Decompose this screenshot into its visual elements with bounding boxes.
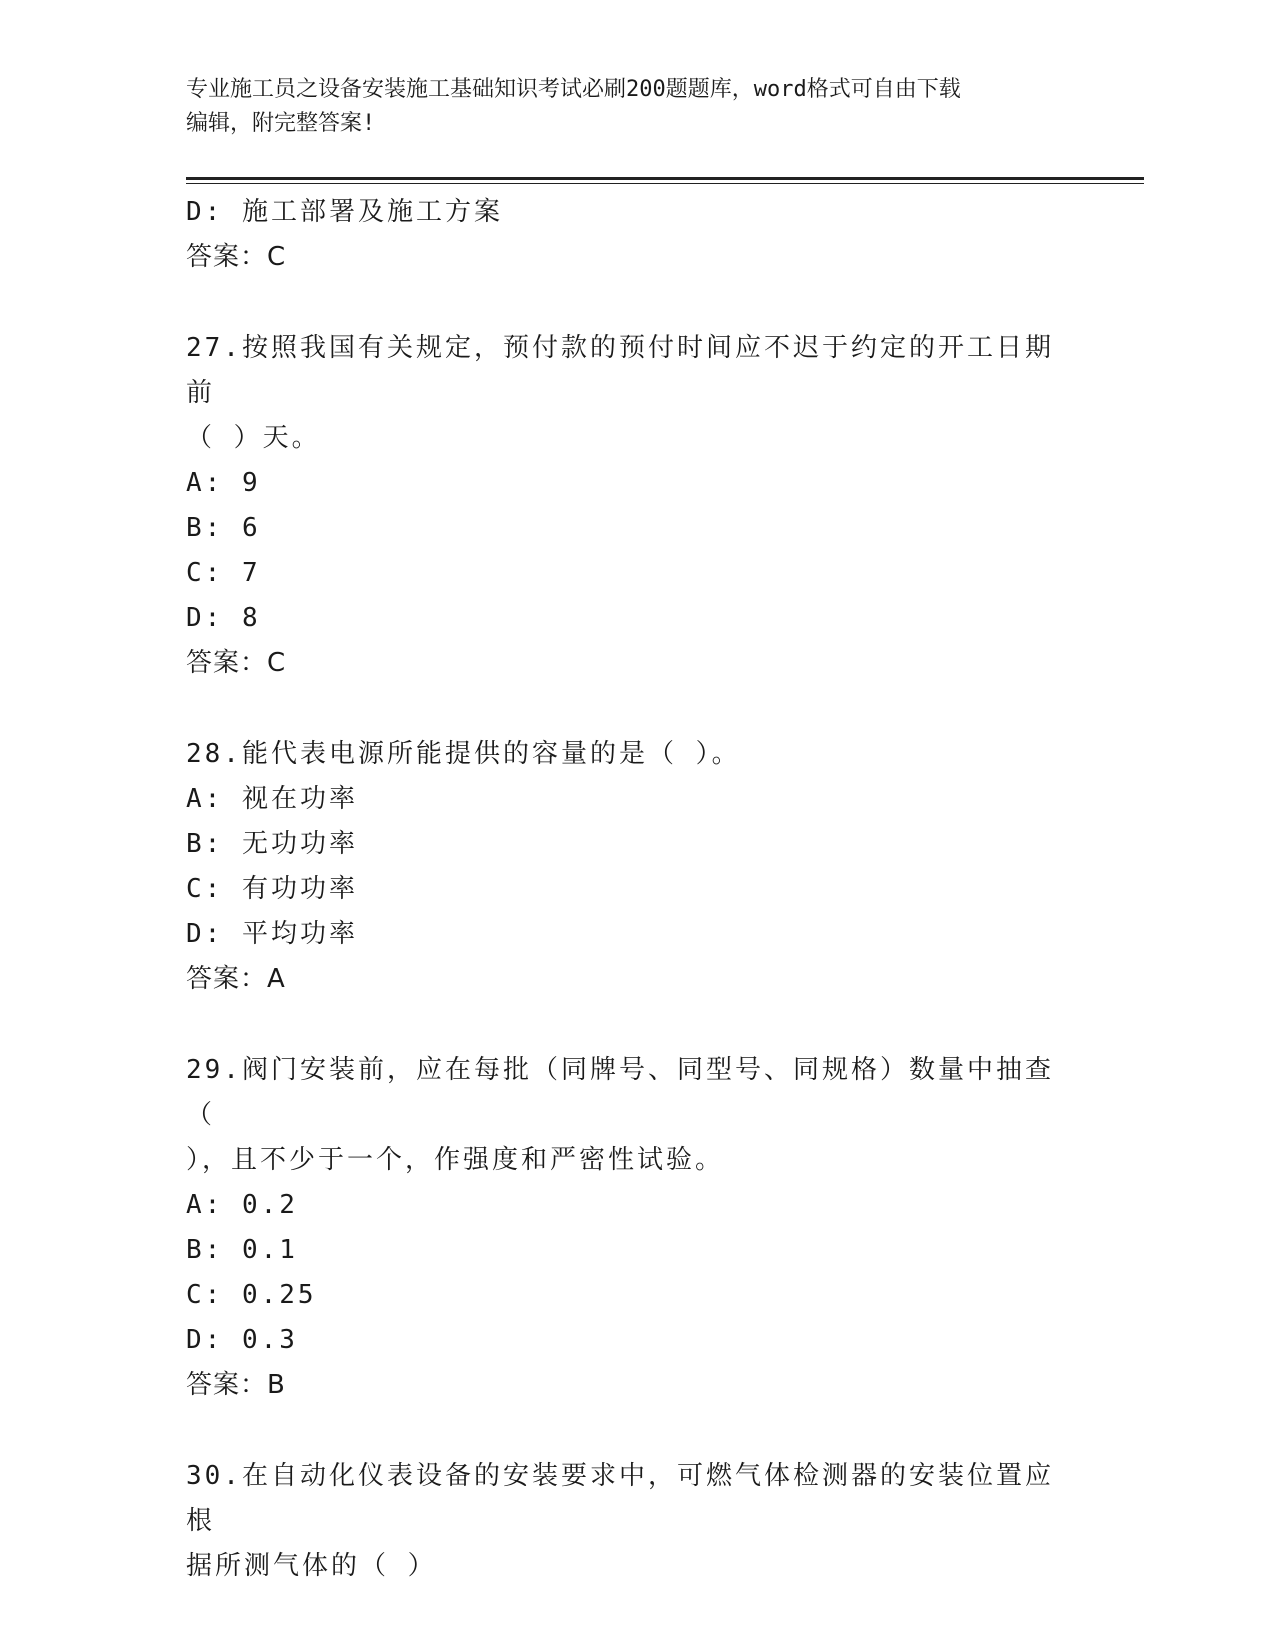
question-30 [186,1454,1086,1589]
document-header [186,73,1086,141]
option-b: B: 0.1 [186,1235,298,1265]
answer-line: 答案：C [186,242,287,272]
option-b: B: 6 [186,513,261,543]
option-d: D: 平均功率 [186,919,358,949]
question-text-line-1: 30.在自动化仪表设备的安装要求中，可燃气体检测器的安装位置应根 [186,1461,1054,1536]
option-a: A: 9 [186,468,261,498]
answer-line: 答案：C [186,648,287,678]
question-spacer [186,686,1086,732]
question-29 [186,1048,1086,1408]
question-list [186,190,1086,1589]
option-b: B: 无功功率 [186,829,358,859]
option-c: C: 7 [186,558,261,588]
option-a: A: 0.2 [186,1190,298,1220]
question-27 [186,326,1086,686]
question-text-line-1: 29.阀门安装前，应在每批（同牌号、同型号、同规格）数量中抽查（ [186,1055,1054,1130]
question-26 [186,190,1086,280]
question-spacer [186,1002,1086,1048]
question-spacer [186,280,1086,326]
header-rule-thick [186,177,1144,180]
question-text-line-2: 据所测气体的（ ） [186,1551,437,1581]
header-title-line-2: 编辑，附完整答案! [186,111,376,136]
question-text-line-1: 27.按照我国有关规定，预付款的预付时间应不迟于约定的开工日期前 [186,333,1054,408]
question-spacer [186,1408,1086,1454]
option-c: C: 有功功率 [186,874,358,904]
answer-line: 答案：B [186,1370,286,1400]
question-text-line-2: （ ）天。 [186,423,321,453]
question-text-line-2: ），且不少于一个，作强度和严密性试验。 [186,1145,725,1175]
option-a: A: 视在功率 [186,784,358,814]
option-d: D: 0.3 [186,1325,298,1355]
question-28 [186,732,1086,1002]
option-d: D: 施工部署及施工方案 [186,197,503,227]
question-text-line-1: 28.能代表电源所能提供的容量的是（ ）。 [186,739,741,769]
option-d: D: 8 [186,603,261,633]
option-c: C: 0.25 [186,1280,317,1310]
header-title-line-1: 专业施工员之设备安装施工基础知识考试必刷200题题库，word格式可自由下载 [186,77,961,102]
answer-line: 答案：A [186,964,286,994]
header-rule-thin [186,183,1144,184]
